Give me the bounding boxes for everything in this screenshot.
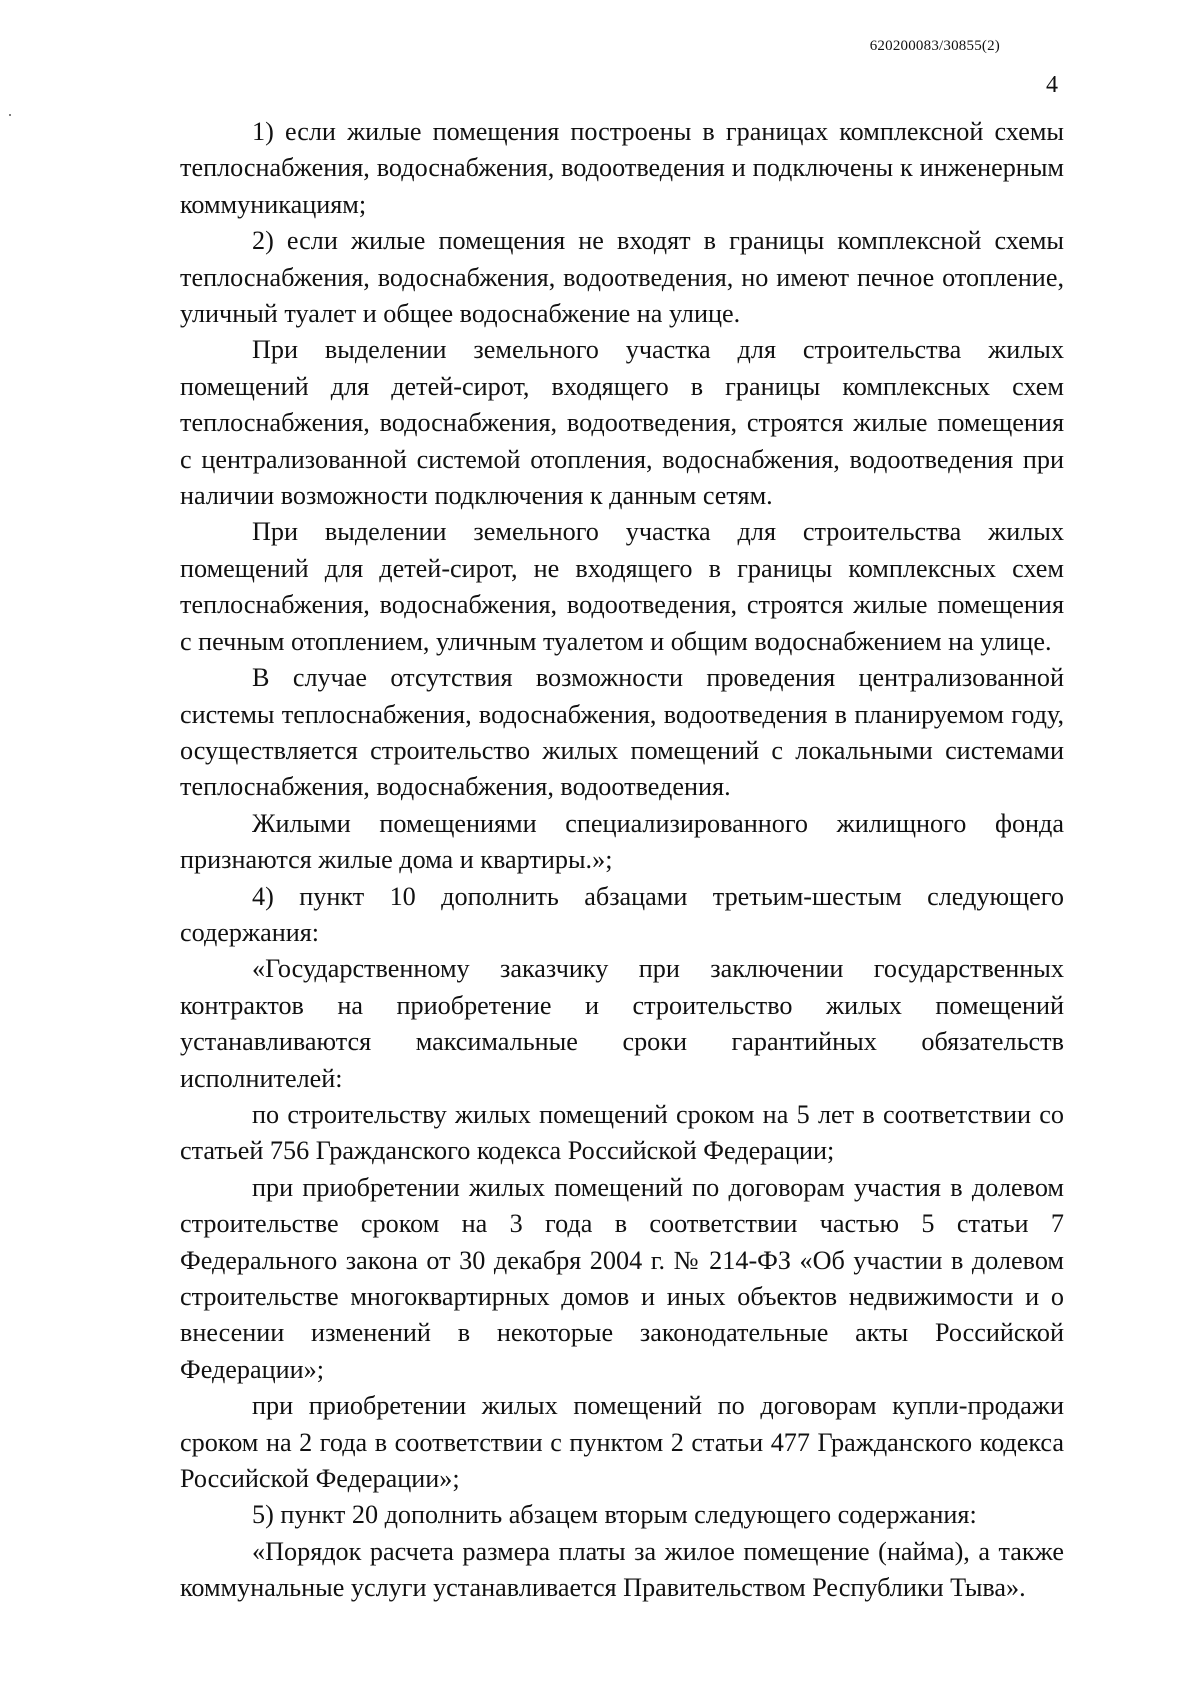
paragraph: по строительству жилых помещений сроком на 5 лет в соответствии со статьей 756 Гражданского кодекса Российской Федерации; [180,1099,1064,1166]
paragraph: 4) пункт 10 дополнить абзацами третьим-шестым следующего содержания: [180,881,1064,947]
scan-speck [9,114,11,116]
paragraph: «Порядок расчета размера платы за жилое помещение (найма), а также коммунальные услуги устанавливается Правительством Республики Тыва». [180,1536,1064,1603]
paragraph: 2) если жилые помещения не входят в границы комплексной схемы теплоснабжения, водоснабжения, водоотведения, но имеют печное отопление, уличный туалет и общее водоснабжение на улице. [180,226,1064,329]
paragraph: При выделении земельного участка для строительства жилых помещений для детей-сирот, не входящего в границы комплексных схем теплоснабжения, водоснабжения, водоотведения, строятся жилые помещения с печным отоплением, уличным туалетом и общим водоснабжением на улице. [180,517,1064,656]
paragraph: при приобретении жилых помещений по договорам участия в долевом строительстве сроком на 3 года в соответствии частью 5 статьи 7 Федерального закона от 30 декабря 2004 г. № 214-ФЗ «Об участии в долевом строительстве многоквартирных домов и иных объектов недвижимости и о внесении изменений в некоторые законодательные акты Российской Федерации»; [180,1172,1064,1384]
paragraph: Жилыми помещениями специализированного жилищного фонда признаются жилые дома и квартиры.»; [180,808,1064,875]
paragraph: При выделении земельного участка для строительства жилых помещений для детей-сирот, входящего в границы комплексных схем теплоснабжения, водоснабжения, водоотведения, строятся жилые помещения с централизованной системой отопления, водоснабжения, водоотведения при наличии возможности подключения к данным сетям. [180,335,1064,511]
paragraph: 1) если жилые помещения построены в границах комплексной схемы теплоснабжения, водоснабжения, водоотведения и подключены к инженерным коммуникациям; [180,117,1064,219]
paragraph: 5) пункт 20 дополнить абзацем вторым следующего содержания: [252,1500,977,1530]
document-id: 620200083/30855(2) [869,38,1000,54]
page-number: 4 [1046,72,1058,98]
paragraph: В случае отсутствия возможности проведения централизованной системы теплоснабжения, водоснабжения, водоотведения в планируемом году, осуществляется строительство жилых помещений с локальными системами теплоснабжения, водоснабжения, водоотведения. [180,663,1064,802]
paragraph: «Государственному заказчику при заключении государственных контрактов на приобретение и строительство жилых помещений устанавливаются максимальные сроки гарантийных обязательств исполнителей: [180,954,1064,1093]
paragraph: при приобретении жилых помещений по договорам купли-продажи сроком на 2 года в соответствии с пунктом 2 статьи 477 Гражданского кодекса Российской Федерации»; [180,1391,1064,1494]
document-body [180,114,1064,1607]
